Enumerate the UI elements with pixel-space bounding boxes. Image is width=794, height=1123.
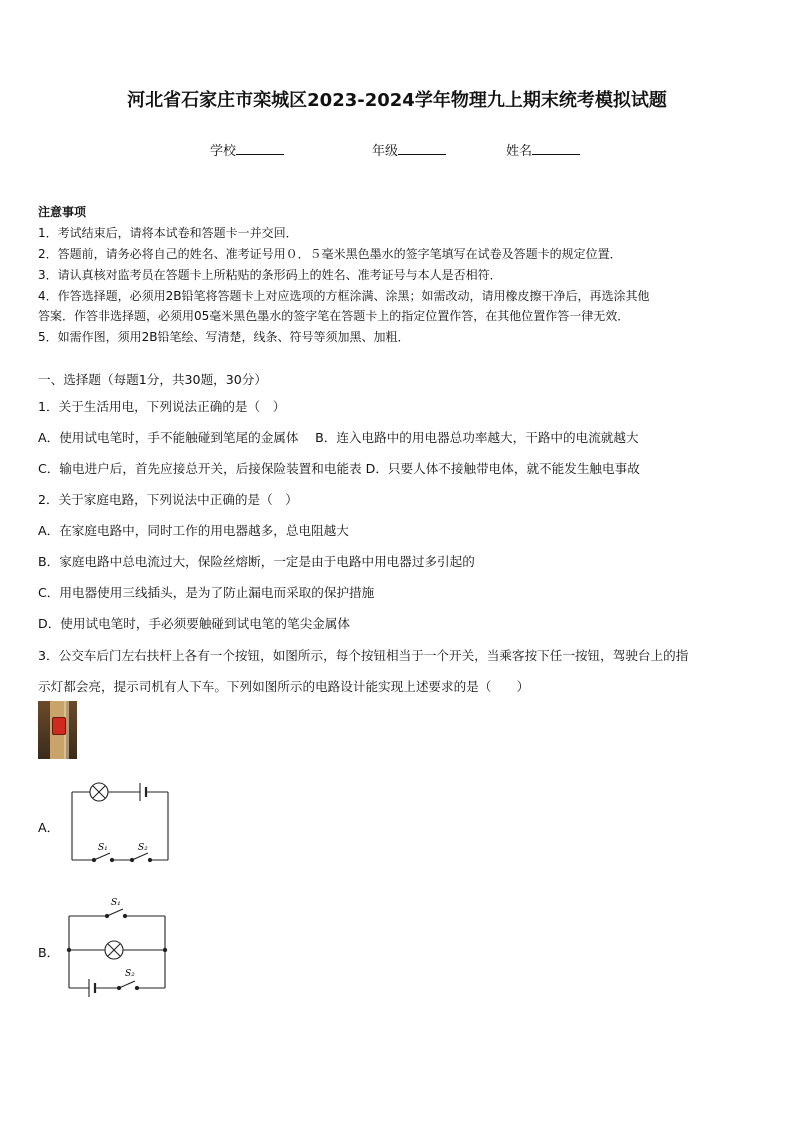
circuit-diagram-b: [63, 892, 171, 1000]
option-b-label[interactable]: B．: [38, 945, 60, 960]
grade-field[interactable]: [372, 140, 446, 159]
bus-button-photo: [38, 701, 77, 759]
notice-item: 3．请认真核对监考员在答题卡上所粘贴的条形码上的姓名、准考证号与本人是否相符．: [38, 268, 502, 282]
question-2-option-b[interactable]: B．家庭电路中总电流过大，保险丝熔断，一定是由于电路中用电器过多引起的: [38, 554, 475, 569]
notice-item: 2．答题前，请务必将自己的姓名、准考证号用０．５毫米黑色墨水的签字笔填写在试卷及答题卡的规定位置．: [38, 247, 622, 261]
junction-dot: [163, 948, 167, 952]
junction-dot: [67, 948, 71, 952]
question-1-option-ab[interactable]: A．使用试电笔时，手不能触碰到笔尾的金属体 B．连入电路中的用电器总功率越大，干路中的电流就越大: [38, 430, 639, 445]
question-2-stem: 2．关于家庭电路，下列说法中正确的是（ ）: [38, 492, 298, 507]
question-3-stem-line2: 示灯都会亮，提示司机有人下车。下列如图所示的电路设计能实现上述要求的是（ ）: [38, 679, 530, 694]
switch-s2-label: S₂: [125, 969, 135, 979]
notice-item: 5．如需作图，须用2B铅笔绘、写清楚，线条、符号等须加黑、加粗．: [38, 330, 410, 344]
circuit-diagram-a: [68, 778, 172, 864]
question-2-option-d[interactable]: D．使用试电笔时，手必须要触碰到试电笔的笔尖金属体: [38, 616, 350, 631]
notice-item: 4．作答选择题，必须用2B铅笔将答题卡上对应选项的方框涂满、涂黑；如需改动，请用橡皮擦干净后，再选涂其他: [38, 289, 650, 303]
question-2-option-c[interactable]: C．用电器使用三线插头，是为了防止漏电而采取的保护措施: [38, 585, 375, 600]
notice-heading: 注意事项: [38, 205, 87, 219]
name-label: 姓名: [506, 144, 533, 159]
question-2-option-a[interactable]: A．在家庭电路中，同时工作的用电器越多，总电阻越大: [38, 523, 349, 538]
page-title: 河北省石家庄市栾城区2023-2024学年物理九上期末统考模拟试题: [127, 90, 667, 111]
name-blank[interactable]: [532, 142, 580, 155]
switch-s2-blade: [132, 853, 148, 860]
school-field[interactable]: [210, 140, 284, 159]
switch-s1-blade: [107, 909, 123, 916]
question-1-option-cd[interactable]: C．输电进户后，首先应接总开关，后接保险装置和电能表 D．只要人体不接触带电体，就不能发生触电事故: [38, 461, 640, 476]
switch-s1-label: S₁: [98, 843, 108, 853]
switch-s2-blade: [119, 981, 135, 988]
switch-s1-blade: [94, 853, 110, 860]
notice-item: 答案．作答非选择题，必须用05毫米黑色墨水的签字笔在答题卡上的指定位置作答，在其他位置作答一律无效．: [38, 309, 630, 323]
question-1-stem: 1．关于生活用电，下列说法正确的是（ ）: [38, 399, 286, 414]
grade-label: 年级: [372, 144, 399, 159]
switch-s1-label: S₁: [111, 898, 121, 908]
red-stop-button: [52, 717, 66, 735]
grade-blank[interactable]: [398, 142, 446, 155]
school-blank[interactable]: [236, 142, 284, 155]
section-heading: 一、选择题（每题1分，共30题，30分）: [38, 372, 267, 387]
switch-s2-label: S₂: [138, 843, 148, 853]
question-3-stem-line1: 3．公交车后门左右扶杆上各有一个按钮，如图所示，每个按钮相当于一个开关，当乘客按下任一按钮，驾驶台上的指: [38, 648, 689, 663]
school-label: 学校: [210, 144, 237, 159]
option-a-label[interactable]: A．: [38, 820, 60, 835]
notice-item: 1．考试结束后，请将本试卷和答题卡一并交回．: [38, 226, 298, 240]
name-field[interactable]: [506, 140, 580, 159]
